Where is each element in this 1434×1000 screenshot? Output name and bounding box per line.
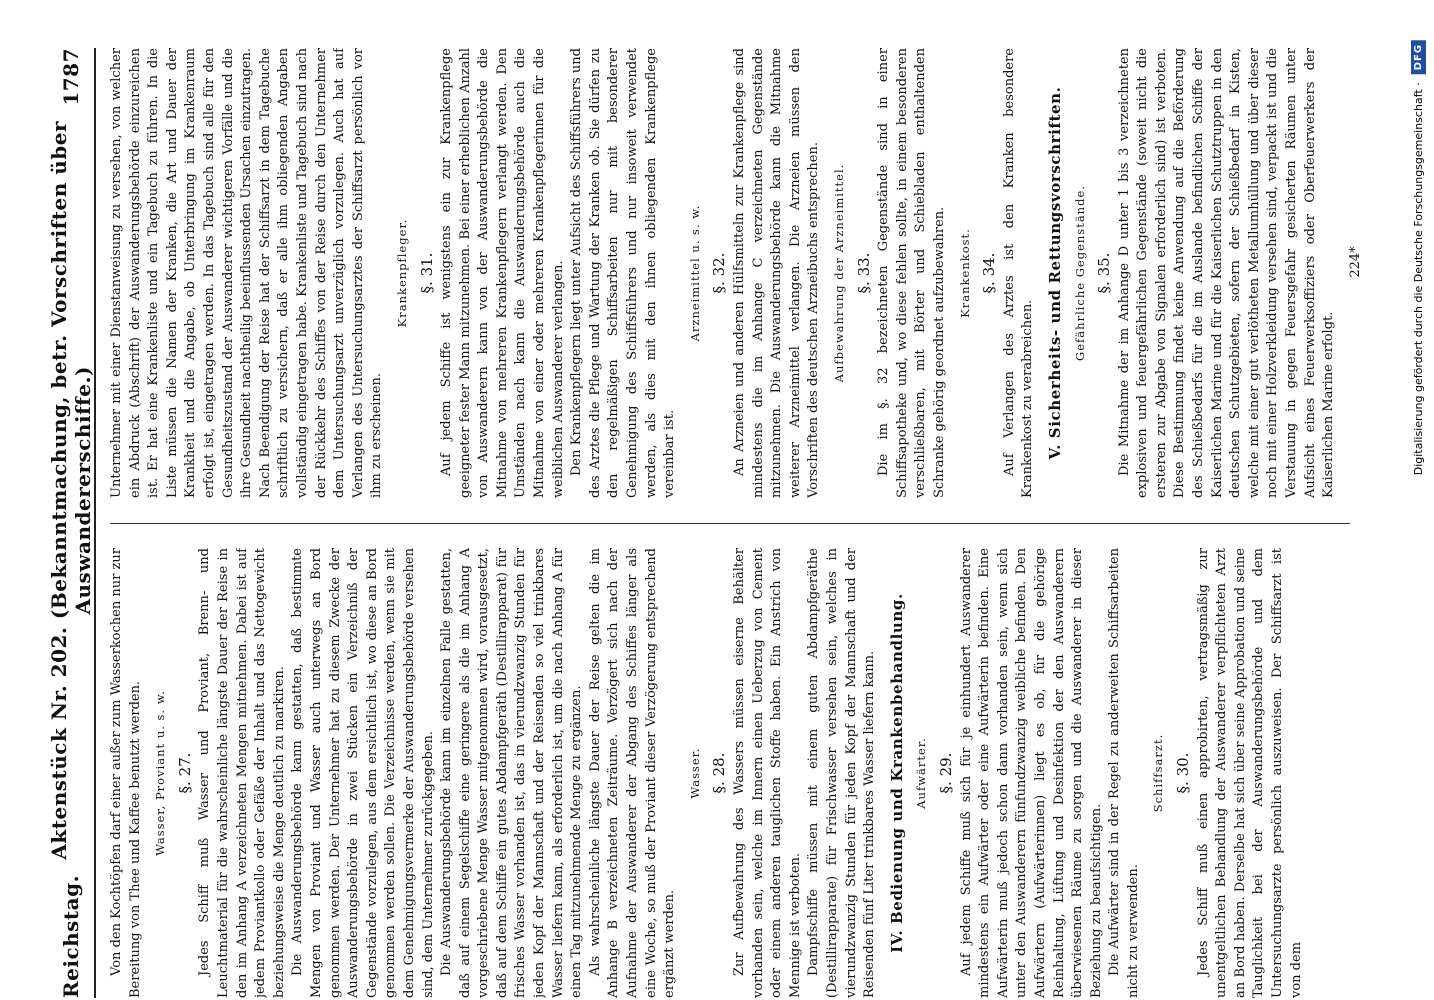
paragraph: Jedes Schiff muß einen approbirten, vertragsmäßig zur unentgeltlichen Behandlung der Auswanderer verpflichteten Arzt an Bord haben. Derselbe hat sich über seine Approbation und seine Tauglichkeit bei der Auswanderungsbehörde und dem Untersuchungsarzte persönlich auszuweisen. Der Schiffsarzt ist von dem	[1195, 548, 1304, 998]
paragraph: Unternehmer mit einer Dienstanweisung zu versehen, von welcher ein Abdruck (Abschrift) der Auswanderungsbehörde einzureichen ist. Er hat eine Krankenliste und ein Tagebuch zu führen. In die Liste müssen die Namen der Kranken, die Art und Dauer der Krankheit und die Angabe, ob Unterbringung im Krankenraum erfolgt ist, eingetragen werden. In das Tagebuch sind alle für den Gesundheitszustand der Auswanderer wichtigeren Vorfälle und die ihre Gesundheit nachtheilig beeinflussenden Ursachen einzutragen. Nach Beendigung der Reise hat der Schiffsarzt in dem Tagebuche schriftlich zu versichern, daß er alle ihm obliegenden Angaben vollständig eingetragen habe. Krankenliste und Tagebuch sind nach der Rückkehr des Schiffes von der Reise durch den Unternehmer dem Untersuchungsarzt unverzüglich vorzulegen. Auch hat auf Verlangen des Untersuchungsarztes der Schiffsarzt persönlich vor ihm zu erscheinen.	[109, 48, 385, 498]
section-number: §. 33.	[854, 252, 873, 294]
paragraph: Jedes Schiff muß Wasser und Proviant, Brenn- und Leuchtmaterial für die wahrscheinliche längste Dauer der Reise in den im Anhang A verzeichneten Mengen mitnehmen. Dabei ist auf jedem Proviantkollo oder Gefäße der Inhalt und das Nettogewicht beziehungsweise die Menge deutlich zu markiren.	[197, 548, 287, 998]
dfg-credit	[1411, 40, 1426, 475]
subheading: Krankenkost.	[957, 228, 972, 318]
paragraph: Die Mitnahme der im Anhange D unter 1 bis 3 verzeichneten explosiven und feuergefährlichen Gegenstände (soweit nicht die ersteren zur Abgabe von Signalen erforderlich sind) ist verboten. Diese Bestimmung findet keine Anwendung auf die Beförderung des Schießbedarfs für die im Auslande befindlichen Schiffe der Kaiserlichen Marine und für die Kaiserlichen Schutztruppen in den deutschen Schutzgebieten, sofern der Schießbedarf in Kisten, welche mit einer gut verlötheten Metallumhüllung und über dieser noch mit einer Holzverkleidung versehen sind, verpackt ist und die Verstauung in gegen Feuersgefahr gesicherten Räumen unter Aufsicht eines Feuerwerksoffiziers oder Oberfeuerwerkers der Kaiserlichen Marine erfolgt.	[1116, 48, 1337, 498]
paragraph: Von den Kochtöpfen darf einer außer zum Wasserkochen nur zur Bereitung von Thee und Kaffee benutzt werden.	[109, 548, 143, 998]
chapter-heading: V. Sicherheits- und Rettungsvorschriften.	[1045, 86, 1064, 460]
subheading: Aufwärter.	[914, 737, 929, 809]
dfg-logo: DFG	[1411, 40, 1426, 74]
subheading: Krankenpfleger.	[394, 218, 409, 328]
header-title: Aktenstück Nr. 202. (Bekanntmachung, betr. Vorschriften über Auswandererschiffe.)	[47, 120, 95, 860]
chapter-heading: IV. Bedienung und Krankenbehandlung.	[887, 593, 906, 953]
rotated-page	[48, 48, 1378, 998]
paragraph: Die Aufwärter sind in der Regel zu anderweiten Schiffsarbeiten nicht zu verwenden.	[1107, 548, 1141, 998]
paragraph: Den Krankenpflegern liegt unter Aufsicht des Schiffsführers und des Arztes die Pflege und Wartung der Kranken ob. Sie dürfen zu den regelmäßigen Schiffsarbeiten nur mit besonderer Genehmigung des Schiffsführers und nur insoweit verwendet werden, als dies mit den ihnen obliegenden Krankenpflege vereinbar ist.	[569, 48, 678, 498]
paragraph: Auf jedem Schiffe ist wenigstens ein zur Krankenpflege geeigneter fester Mann mitzunehmen. Bei einer erheblichen Anzahl von Auswanderern kann von der Auswanderungsbehörde die Mitnahme von mehreren Krankenpflegern verlangt werden. Den Umständen nach kann die Auswanderungsbehörde auch die Mitnahme von einer oder mehreren Krankenpflegerinnen für die weiblichen Auswanderer verlangen.	[439, 48, 566, 498]
page-number: 1787	[59, 48, 83, 106]
section-number: §. 34.	[980, 252, 999, 294]
paragraph: Die im §. 32 bezeichneten Gegenstände sind in einer Schiffsapotheke und, wo diese fehlen sollte, in einem besonderen verschließbaren, mit Börter und Schiebladen enthaltenden Schranke gehörig geordnet aufzubewahren.	[876, 48, 947, 498]
subheading: Arzneimittel u. s. w.	[687, 204, 702, 342]
dfg-credit-text: Digitalisierung gefördert durch die Deutsche Forschungsgemeinschaft ·	[1412, 82, 1425, 476]
paragraph: Auf Verlangen des Arztes ist den Kranken besondere Krankenkost zu verabreichen.	[1001, 48, 1036, 498]
section-number: §. 32.	[710, 252, 729, 294]
header-left: Reichstag.	[59, 874, 83, 998]
signature-mark: 224*	[1347, 246, 1363, 278]
paragraph: Die Auswanderungsbehörde kann gestatten, daß bestimmte Mengen von Proviant und Wasser auch unterwegs an Bord genommen werden. Der Unternehmer hat zu diesem Zwecke der Auswanderungsbehörde in zwei Stücken ein Verzeichniß der Gegenstände vorzulegen, aus dem ersichtlich ist, wo diese an Bord genommen werden sollen. Die Verzeichnisse werden, wenn sie mit dem Genehmigungsvermerke der Auswanderungsbehörde versehen sind, dem Unternehmer zurückgegeben.	[290, 548, 436, 998]
paragraph: Als wahrscheinliche längste Dauer der Reise gelten die im Anhange B verzeichneten Zeiträume. Verzögert sich nach der Aufnahme der Auswanderer der Abgang des Schiffes länger als eine Woche, so muß der Proviant dieser Verzögerung entsprechend ergänzt werden.	[587, 548, 678, 998]
paragraph: Dampfschiffe müssen mit einem guten Abdampfgeräthe (Destillirapparate) für Frischwasser versehen sein, welches in vierundzwanzig Stunden für jeden Kopf der Mannschaft und der Reisenden fünf Liter trinkbares Wasser liefern kann.	[806, 548, 878, 998]
section-number: §. 35.	[1095, 252, 1114, 294]
paragraph: Zur Aufbewahrung des Wassers müssen eiserne Behälter vorhanden sein, welche im Innern einen Ueberzug von Cement oder einem anderen tauglichen Stoffe haben. Ein Anstrich von Mennige ist verboten.	[732, 548, 803, 998]
subheading: Gefährliche Gegenstände.	[1072, 185, 1087, 361]
left-column	[108, 548, 1368, 998]
right-column	[108, 48, 1368, 498]
section-number: §. 27.	[175, 752, 194, 794]
page-header	[48, 48, 96, 998]
subheading: Wasser.	[687, 747, 702, 799]
subheading: Schiffsarzt.	[1151, 733, 1166, 813]
column-divider	[110, 523, 1350, 524]
paragraph: Auf jedem Schiffe muß sich für je einhundert Auswanderer mindestens ein Aufwärter oder eine Aufwärterin befinden. Eine Aufwärterin muß jedoch schon dann vorhanden sein, wenn sich unter den Auswanderern fünfundzwanzig weibliche befinden. Den Aufwärtern (Aufwärterinnen) liegt es ob, für die gehörige Reinhaltung, Lüftung und Desinfektion der den Auswanderern überwiesenen Räume zu sorgen und die Auswanderer in dieser Beziehung zu beaufsichtigen.	[958, 548, 1104, 998]
subheading: Aufbewahrung der Arzneimittel.	[831, 163, 846, 383]
section-number: §. 28.	[710, 752, 729, 794]
subheading: Wasser, Proviant u. s. w.	[153, 690, 168, 856]
section-number: §. 29.	[936, 752, 955, 794]
section-number: §. 30.	[1174, 752, 1193, 794]
paragraph: An Arzneien und anderen Hülfsmitteln zur Krankenpflege sind mindestens die im Anhange C verzeichneten Gegenstände mitzunehmen. Die Auswanderungsbehörde kann die Mitnahme weiterer Arzneimittel verlangen. Die Arzneien müssen den Vorschriften des deutschen Arzneibuchs entsprechen.	[732, 48, 822, 498]
section-number: §. 31.	[417, 252, 436, 294]
paragraph: Die Auswanderungsbehörde kann im einzelnen Falle gestatten, daß auf einem Segelschiffe eine geringere als die im Anhang A vorgeschriebene Menge Wasser mitgenommen wird, vorausgesetzt, daß auf dem Schiffe ein gutes Abdampfgeräth (Destillirapparat) für frisches Wasser vorhanden ist, das in vierundzwanzig Stunden für jeden Kopf der Mannschaft und der Reisenden so viel trinkbares Wasser liefern kann, als erforderlich ist, um die nach Anhang A für einen Tag mitzunehmende Menge zu ergänzen.	[439, 548, 585, 998]
